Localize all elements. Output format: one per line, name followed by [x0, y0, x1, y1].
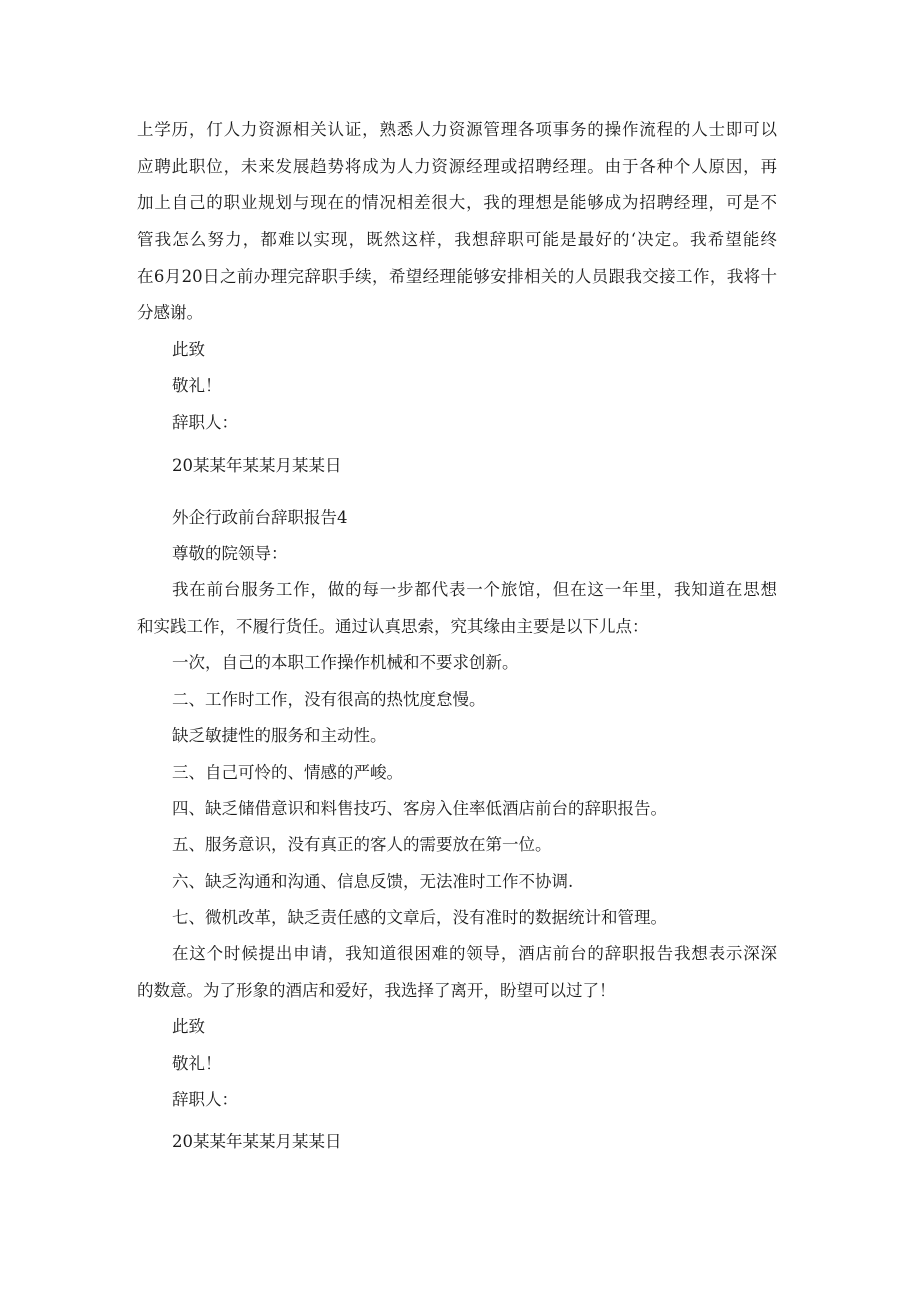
paragraph-line: 加上自己的职业规划与现在的情况相差很大，我的理想是能够成为招聘经理，可是不: [137, 193, 777, 212]
list-item: 六、缺乏沟通和沟通、信息反馈，无法准时工作不协调.: [172, 872, 574, 891]
list-item: 七、微机改革，缺乏责任感的文章后，没有准时的数据统计和管理。: [172, 908, 667, 927]
list-item: 四、缺乏储借意识和料售技巧、客房入住率低酒店前台的辞职报告。: [172, 799, 667, 818]
list-item: 缺乏敏捷性的服务和主动性。: [172, 726, 387, 745]
paragraph-line: 管我怎么努力，都难以实现，既然这样，我想辞职可能是最好的‘决定。我希望能终: [137, 230, 777, 249]
paragraph-line: 在这个时候提出申请，我知道很困难的领导，酒店前台的辞职报告我想表示深深: [172, 944, 777, 963]
greeting-text: 尊敬的院领导：: [172, 544, 288, 563]
section-title: 外企行政前台辞职报告4: [172, 508, 348, 527]
closing-text: 此致: [172, 340, 205, 359]
paragraph-line: 我在前台服务工作，做的每一步都代表一个旅馆，但在这一年里，我知道在思想: [172, 580, 777, 599]
date-text: 20某某年某某月某某日: [172, 456, 342, 475]
signature-label: 辞职人：: [172, 413, 238, 432]
paragraph-line: 和实践工作，不履行货任。通过认真思索，究其缘由主要是以下儿点：: [137, 617, 649, 636]
signature-label: 辞职人：: [172, 1090, 238, 1109]
list-item: 一次，自己的本职工作操作机械和不要求创新。: [172, 653, 519, 672]
salute-text: 敬礼！: [172, 376, 222, 395]
paragraph-line: 分感谢。: [137, 303, 203, 322]
paragraph-line: 应聘此职位，未来发展趋势将成为人力资源经理或招聘经理。由于各种个人原因，再: [137, 157, 777, 176]
salute-text: 敬礼！: [172, 1054, 222, 1073]
paragraph-line: 上学历，仃人力资源相关认证，熟悉人力资源管理各项事务的操作流程的人士即可以: [137, 120, 777, 139]
paragraph-line: 在6月20日之前办理完辞职手续，希望经理能够安排相关的人员跟我交接工作，我将十: [137, 267, 777, 286]
date-text: 20某某年某某月某某日: [172, 1132, 342, 1151]
list-item: 三、自己可怜的、情感的严峻。: [172, 763, 403, 782]
list-item: 五、服务意识，没有真正的客人的需要放在第一位。: [172, 835, 552, 854]
paragraph-line: 的数意。为了形象的酒店和爱好，我选择了离开，盼望可以过了！: [137, 981, 616, 1000]
closing-text: 此致: [172, 1017, 205, 1036]
list-item: 二、工作时工作，没有很高的热忱度怠慢。: [172, 690, 486, 709]
